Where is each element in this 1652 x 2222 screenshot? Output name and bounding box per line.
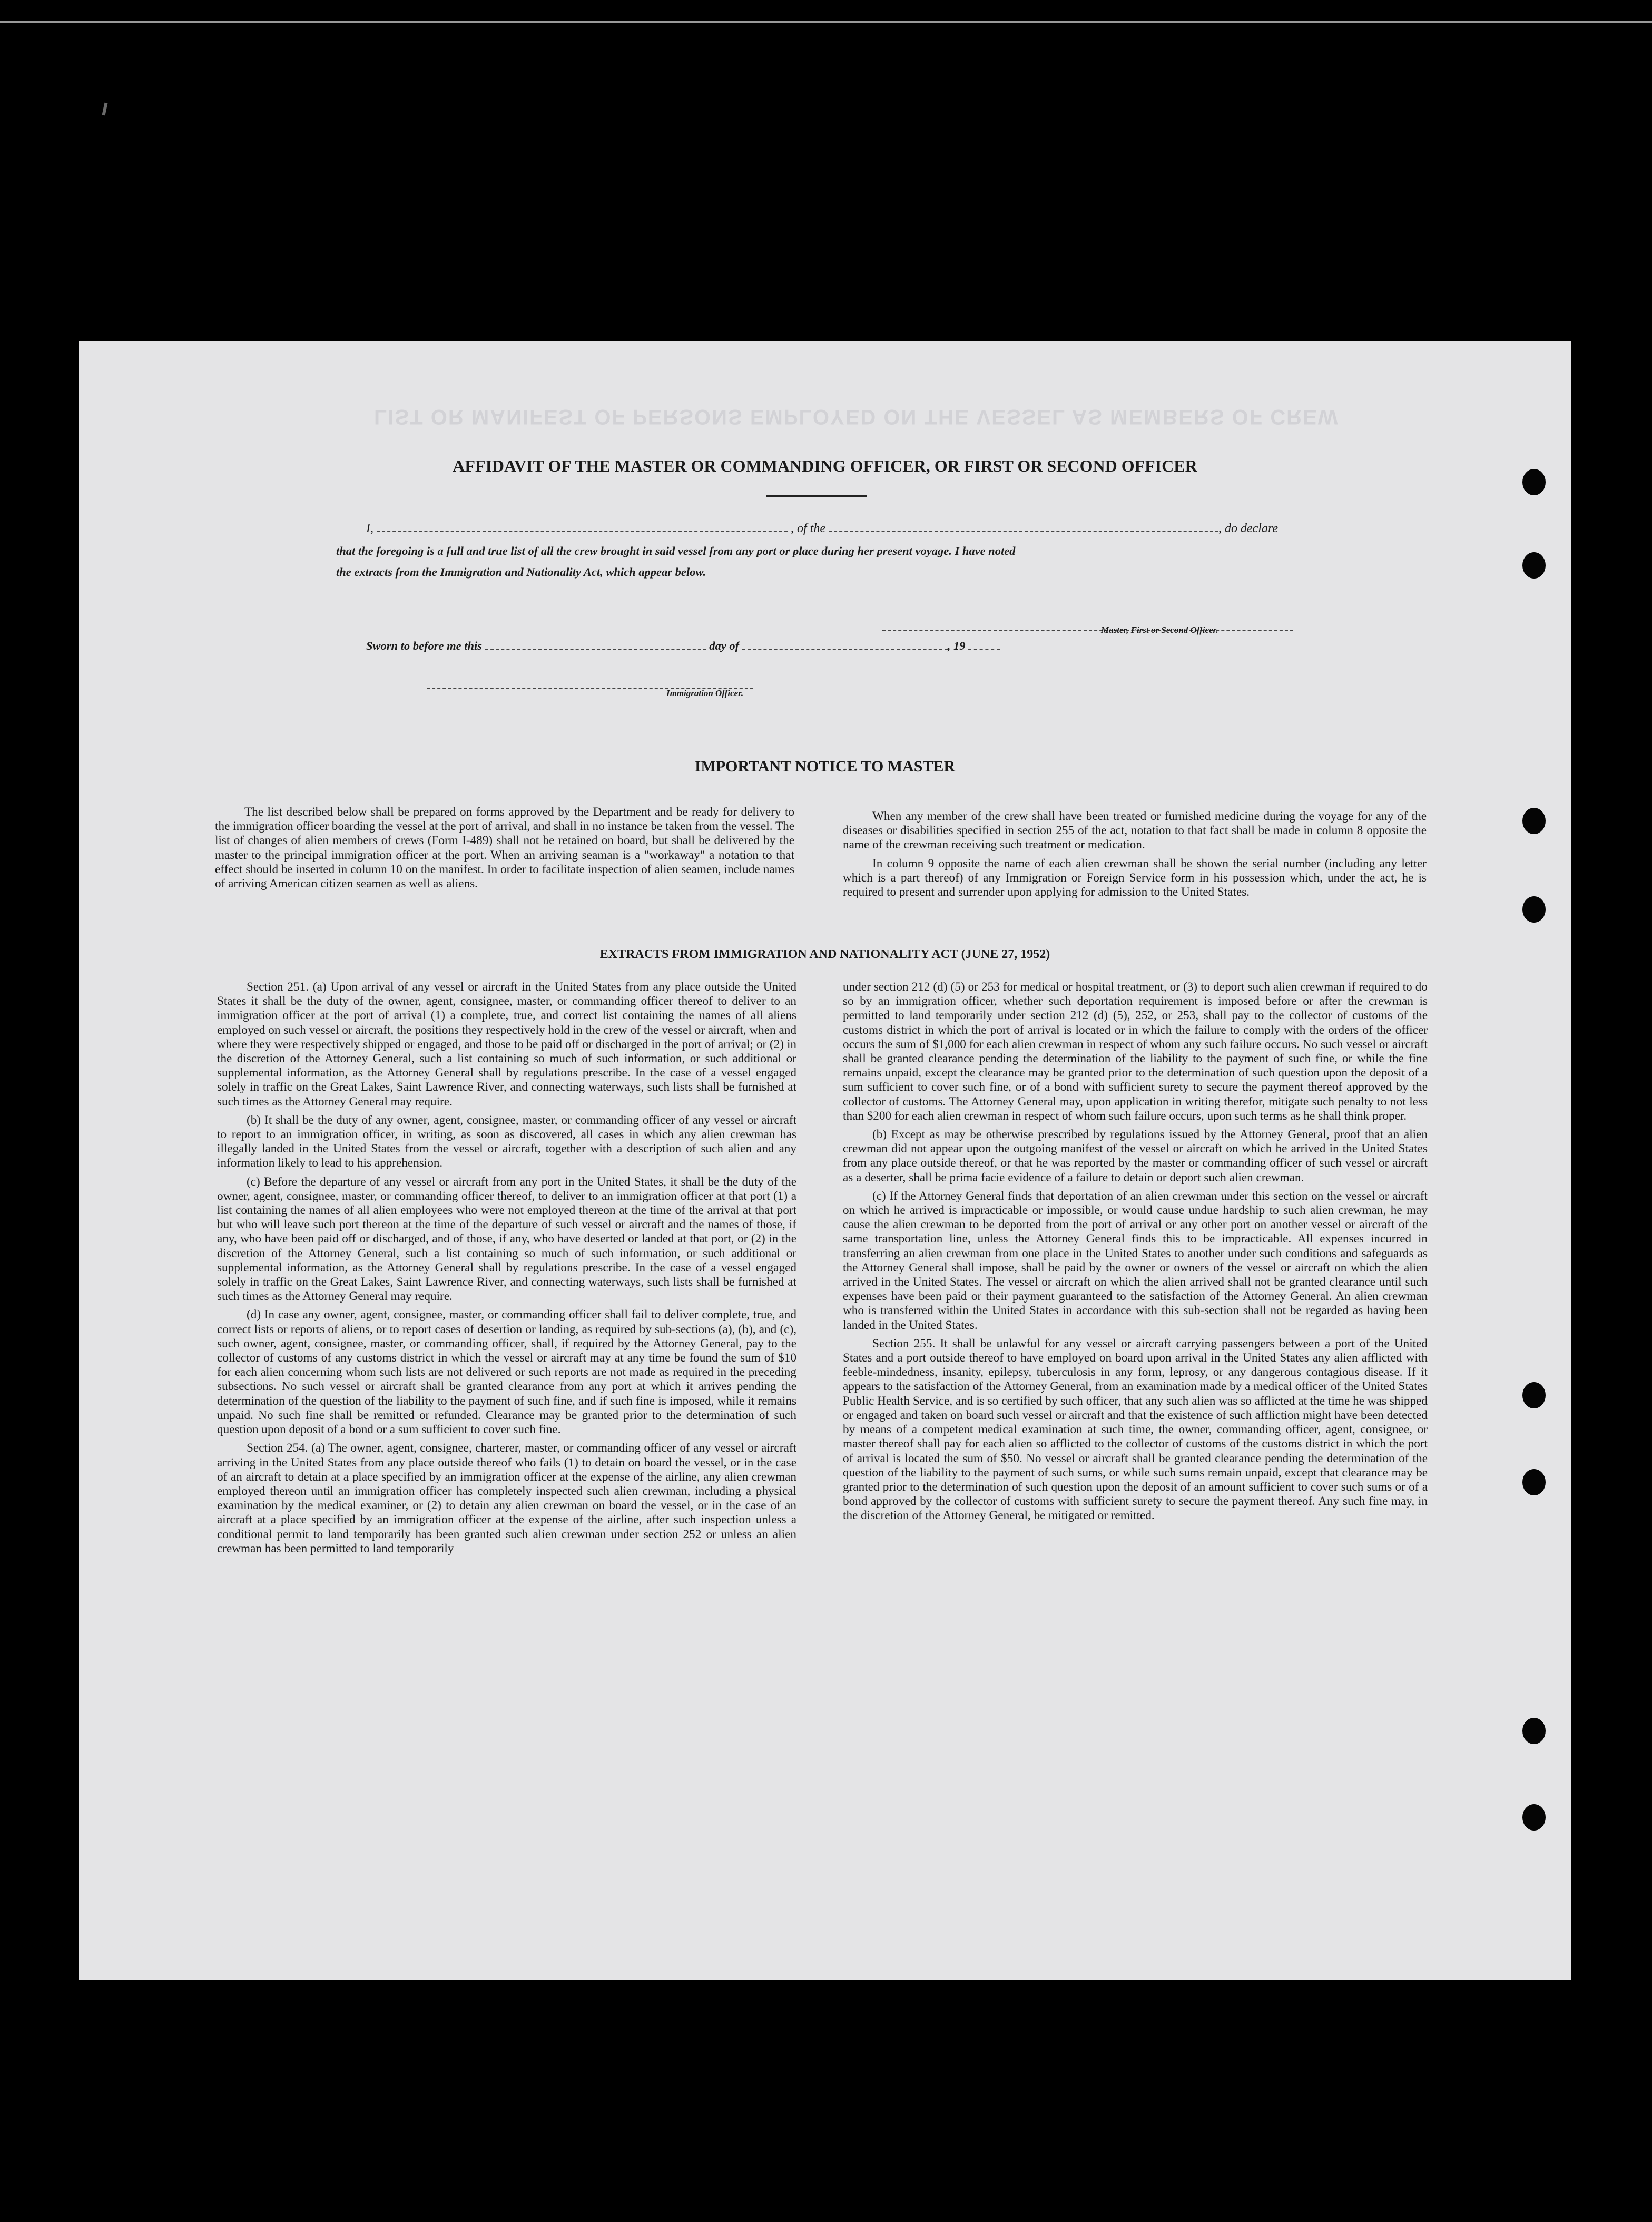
declarant-label: I,: [366, 522, 373, 535]
punch-hole: [1522, 552, 1546, 579]
sworn-year-field[interactable]: [968, 639, 1000, 650]
immigration-officer-signature-field[interactable]: [427, 679, 753, 689]
punch-hole: [1522, 808, 1546, 834]
declaration-text-line-2: that the foregoing is a full and true list of all the crew brought in said vessel from any port or place during her present voyage. I have noted: [336, 544, 1016, 557]
notice-title: IMPORTANT NOTICE TO MASTER: [694, 758, 956, 775]
section-paragraph: Section 251. (a) Upon arrival of any vessel or aircraft in the United States from any place outside the United States it shall be the duty of the owner, agent, consignee, master, or commanding officer thereof to deliver to an immigration officer at the port of arrival (1) a complete, true, and correct list containing the names of all aliens employed on such vessel or aircraft, the positions they respectively hold in the crew of the vessel or aircraft, when and where they were respectively shipped or engaged, and those to be paid off or discharged in the port of arrival; or (2) in the discretion of the Attorney General, such a list containing so much of such information, or such additional or supplemental information, as the Attorney General shall by regulations prescribe. In the case of a vessel engaged solely in traffic on the Great Lakes, Saint Lawrence River, and connecting waterways, such lists shall be furnished at such times as the Attorney General may require.: [217, 980, 796, 1109]
scan-top-rule: [0, 21, 1652, 23]
scan-mark: [102, 103, 108, 116]
notice-left-column: [215, 805, 794, 895]
section-paragraph: (b) It shall be the duty of any owner, agent, consignee, master, or commanding officer of any vessel or aircraft to report to an immigration officer, in writing, as soon as discovered, all cases in which any alien crewman has illegally landed in the United States from the vessel or aircraft, together with a description of such alien and any information likely to lead to his apprehension.: [217, 1113, 796, 1170]
affidavit-title: AFFIDAVIT OF THE MASTER OR COMMANDING OFFICER, OR FIRST OR SECOND OFFICER: [453, 456, 1197, 475]
sworn-line: [366, 639, 1000, 653]
punch-hole: [1522, 1718, 1546, 1744]
section-paragraph: (c) Before the departure of any vessel or aircraft from any port in the United States, it shall be the duty of the owner, agent, consignee, master, or commanding officer thereof, to deliver to an immigration officer at that port (1) a list containing the names of all alien employees who were not employed thereon at the time of the arrival at that port but who will leave such port thereon at the time of the departure of such vessel or aircraft and the names of those, if any, who have been paid off or discharged, and of those, if any, who have deserted or landed at that port, or (2) in the discretion of the Attorney General, such a list containing so much of such information, or such additional or supplemental information, as the Attorney General shall by regulations prescribe. In the case of a vessel engaged solely in traffic on the Great Lakes, Saint Lawrence River, and connecting waterways, such lists shall be furnished at such times as the Attorney General may require.: [217, 1174, 796, 1304]
declaration-line: [366, 522, 1278, 536]
year-label: , 19: [947, 639, 966, 652]
section-paragraph: (b) Except as may be otherwise prescribed by regulations issued by the Attorney General, proof that an alien crewman did not appear upon the outgoing manifest of the vessel or aircraft on which he arrived in the United States from any place outside thereof, or that he was reported by the master or commanding officer of such vessel or aircraft as a deserter, shall be prima facie evidence of a failure to detain or deport such alien crewman.: [843, 1128, 1428, 1185]
extracts-title: EXTRACTS FROM IMMIGRATION AND NATIONALITY ACT (JUNE 27, 1952): [599, 947, 1050, 961]
punch-hole: [1522, 1469, 1546, 1495]
section-paragraph: Section 254. (a) The owner, agent, consignee, charterer, master, or commanding officer of any vessel or aircraft arriving in the United States from any place outside thereof who fails (1) to detain on board the vessel, or in the case of an aircraft to detain at a place specified by an immigration officer at the expense of the airline, any alien crewman employed thereon until an immigration officer has completely inspected such alien crewman, including a physical examination by the medical examiner, or (2) to detain any alien crewman on board the vessel, or in the case of an aircraft at a place specified by an immigration officer at the expense of the airline, after such inspection unless a conditional permit to land temporarily has been granted such alien crewman under section 252 or unless an alien crewman has been permitted to land temporarily: [217, 1441, 796, 1555]
punch-hole: [1522, 896, 1546, 923]
notice-paragraph: In column 9 opposite the name of each alien crewman shall be shown the serial number (including any letter which is a part thereof) of any Immigration or Foreign Service form in his possession which, under the act, he is required to present and surrender upon applying for admission to the United States.: [843, 856, 1427, 899]
declarant-name-field[interactable]: [377, 522, 788, 532]
extracts-right-column: [843, 980, 1428, 1528]
of-the-label: , of the: [791, 522, 825, 535]
sworn-label: Sworn to before me this: [366, 639, 483, 652]
vessel-name-field[interactable]: [829, 522, 1218, 532]
notice-right-column: [843, 809, 1427, 904]
day-of-label: day of: [709, 639, 740, 652]
section-paragraph: Section 255. It shall be unlawful for any vessel or aircraft carrying passengers between a port of the United States and a port outside thereof to have employed on board upon arrival in the United States any alien afflicted with feeble-mindedness, insanity, epilepsy, tuberculosis in any form, leprosy, or any dangerous contagious disease. If it appears to the satisfaction of the Attorney General, from an examination made by a medical officer of the United States Public Health Service, and is so certified by such officer, that any such alien was so afflicted at the time he was shipped or engaged and taken on board such vessel or aircraft and that the existence of such affliction might have been detected by means of a competent medical examination at such time, the owner, commanding officer, agent, consignee, or master thereof shall pay for each alien so afflicted to the collector of customs of the customs district in which the port of arrival is located the sum of $50. No vessel or aircraft shall be granted clearance pending the determination of the question of the liability to the payment of such sums, or while such sums remain unpaid, except that clearance may be granted prior to the determination of such question upon the deposit of an amount sufficient to cover such sums or of a bond approved by the collector of customs with sufficient surety to secure the payment thereof. Any such fine may, in the discretion of the Attorney General, be mitigated or remitted.: [843, 1336, 1428, 1523]
immigration-officer-caption: Immigration Officer.: [666, 688, 744, 698]
bleed-through-text: LIST OR MANIFEST OF PERSONS EMPLOYED ON THE VESSEL AS MEMBERS OF CREW: [374, 405, 1339, 428]
title-divider: [766, 495, 867, 497]
master-signature-caption: Master, First or Second Officer.: [1101, 625, 1218, 635]
punch-hole: [1522, 1382, 1546, 1408]
extracts-left-column: [217, 980, 796, 1560]
declaration-text-line-3: the extracts from the Immigration and Nationality Act, which appear below.: [336, 565, 706, 579]
section-paragraph: (d) In case any owner, agent, consignee, master, or commanding officer shall fail to deliver complete, true, and correct lists or reports of aliens, or to report cases of desertion or landing, as required by sub-sections (a), (b), and (c), such owner, agent, consignee, master, or commanding officer, shall, if required by the Attorney General, pay to the collector of customs of any customs district in which the vessel or aircraft may at any time be found the sum of $10 for each alien concerning whom such lists are not delivered or such reports are not made as required in the preceding subsections. No such vessel or aircraft shall be granted clearance from any port at which it arrives pending the determination of the question of the liability to the payment of such fine, and if such fine is imposed, while it remains unpaid. No such fine shall be remitted or refunded. Clearance may be granted prior to the determination of such question upon deposit of a bond or a sum sufficient to cover such fine.: [217, 1308, 796, 1437]
declare-label: , do declare: [1218, 522, 1279, 535]
section-paragraph: under section 212 (d) (5) or 253 for medical or hospital treatment, or (3) to deport such alien crewman if required to do so by an immigration officer, whether such deportation requirement is imposed before or after the crewman is permitted to land temporarily under section 212 (d) (5), 252, or 253, shall pay to the collector of customs of the customs district in which the port of arrival is located or in which the failure to comply with the orders of the officer occurs the sum of $1,000 for each alien crewman in respect of whom any such failure occurs. No such vessel or aircraft shall be granted clearance pending the determination of the liability to the payment of such fine, or while the fine remains unpaid, except the clearance may be granted prior to the determination of such question upon the deposit of a sum sufficient to cover such fine, or of a bond with sufficient surety to secure the payment thereof approved by the collector of customs. The Attorney General may, upon application in writing therefor, mitigate such penalty to not less than $200 for each alien crewman in respect of whom such failure occurs, upon such terms as he shall think proper.: [843, 980, 1428, 1123]
notice-paragraph: When any member of the crew shall have been treated or furnished medicine during the voyage for any of the diseases or disabilities specified in section 255 of the act, notation to that fact shall be made in column 8 opposite the name of the crewman receiving such treatment or medication.: [843, 809, 1427, 852]
punch-hole: [1522, 1804, 1546, 1831]
notice-paragraph: The list described below shall be prepared on forms approved by the Department and be ready for delivery to the immigration officer boarding the vessel at the port of arrival, and shall in no instance be taken from the vessel. The list of changes of alien members of crews (Form I-489) shall not be retained on board, but shall be delivered by the master to the principal immigration officer at the port. When an arriving seaman is a "workaway" a notation to that effect should be inserted in column 10 on the manifest. In order to facilitate inspection of alien seamen, include names of arriving American citizen seamen as well as aliens.: [215, 805, 794, 891]
section-paragraph: (c) If the Attorney General finds that deportation of an alien crewman under this section on the vessel or aircraft on which he arrived is impracticable or impossible, or would cause undue hardship to such alien crewman, he may cause the alien crewman to be deported from the port of arrival or any other port on another vessel or aircraft of the same transportation line, unless the Attorney General finds this to be impracticable. All expenses incurred in transferring an alien crewman from one place in the United States to another under such conditions and safeguards as the Attorney General shall impose, shall be paid by the owner or owners of the vessel or aircraft on which the alien arrived in the United States. The vessel or aircraft on which the alien arrived shall not be granted clearance until such expenses have been paid or their payment guaranteed to the satisfaction of the Attorney General. An alien crewman who is transferred within the United States in accordance with this sub-section shall not be regarded as having been landed in the United States.: [843, 1189, 1428, 1332]
master-signature-field[interactable]: [882, 621, 1293, 631]
sworn-date-field[interactable]: [485, 639, 706, 650]
document-page: [79, 341, 1571, 1980]
sworn-month-field[interactable]: [742, 639, 948, 650]
